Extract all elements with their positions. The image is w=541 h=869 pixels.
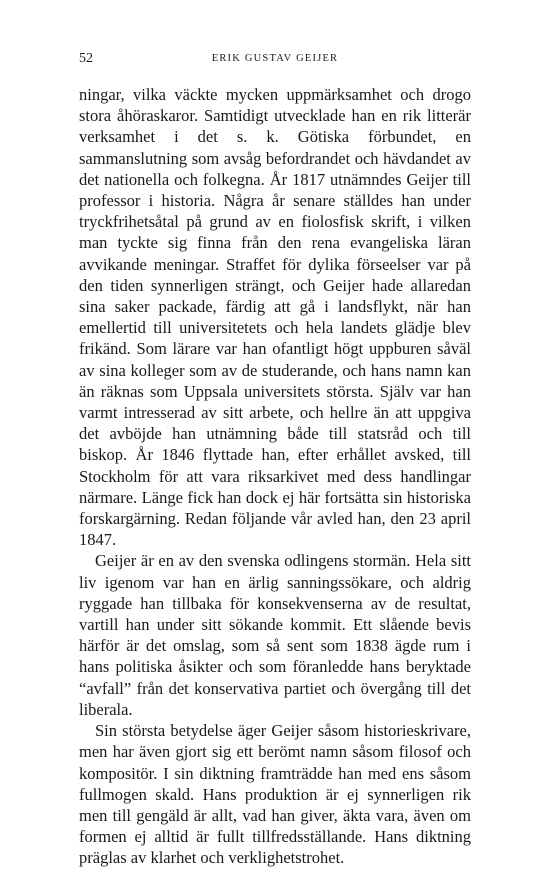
running-head: ERIK GUSTAV GEIJER: [211, 53, 339, 64]
page-number: 52: [79, 51, 93, 66]
paragraph: Sin största betydelse äger Geijer såsom historieskrivare, men har även gjort sig ett berömt namn såsom filosof och kompositör. I sin diktning framträdde han med ens såsom fullmogen skald. Hans produktion är ej synnerligen rik men till gengäld är allt, vad han giver, äkta vara, även om formen ej alltid är fullt tillfredsställande. Hans diktning präglas av klarhet och verklighetstrohet.: [79, 721, 471, 868]
book-page: [79, 48, 471, 869]
paragraph-continued: ningar, vilka väckte mycken uppmärksamhet och drogo stora åhöraskaror. Samtidigt utvecklade han en rik litterär verksamhet i det s. k. Götiska förbundet, en sammanslutning som avsåg befordrandet och hävdandet av det nationella och folkegna. År 1817 utnämndes Geijer till professor i historia. Några år senare ställdes han under tryckfrihetsåtal på grund av en fiolosfisk skrift, i vilken man tyckte sig finna från den rena evangeliska läran avvikande meningar. Straffet för dylika förseelser var på den tiden synnerligen strängt, och Geijer hade allaredan sina saker packade, färdig att gå i landsflykt, när han emellertid till universitetets och hela landets glädje blev frikänd. Som lärare var han ofantligt högt uppburen såväl av sina kolleger som av de studerande, och hans namn kan än räknas som Uppsala universitets största. Själv var han varmt intresserad av sitt arbete, och hellre än att uppgiva det avböjde han utnämning både till statsråd och till biskop. År 1846 flyttade han, efter erhållet avsked, till Stockholm för att vara riksarkivet med dess handlingar närmare. Länge fick han dock ej här fortsätta sin historiska forskargärning. Redan följande vår avled han, den 23 april 1847.: [79, 85, 471, 550]
body-text: [79, 84, 471, 869]
paragraph: Geijer är en av den svenska odlingens stormän. Hela sitt liv igenom var han en ärlig sanningssökare, och aldrig ryggade han tillbaka för konsekvenserna av de resultat, vartill han under sitt sökande kommit. Ett slående bevis härför är det omslag, som så sent som 1838 ägde rum i hans politiska åsikter och som föranledde hans beryktade “avfall” från det konservativa partiet och övergång till det liberala.: [79, 551, 471, 719]
page-header: [79, 48, 471, 70]
